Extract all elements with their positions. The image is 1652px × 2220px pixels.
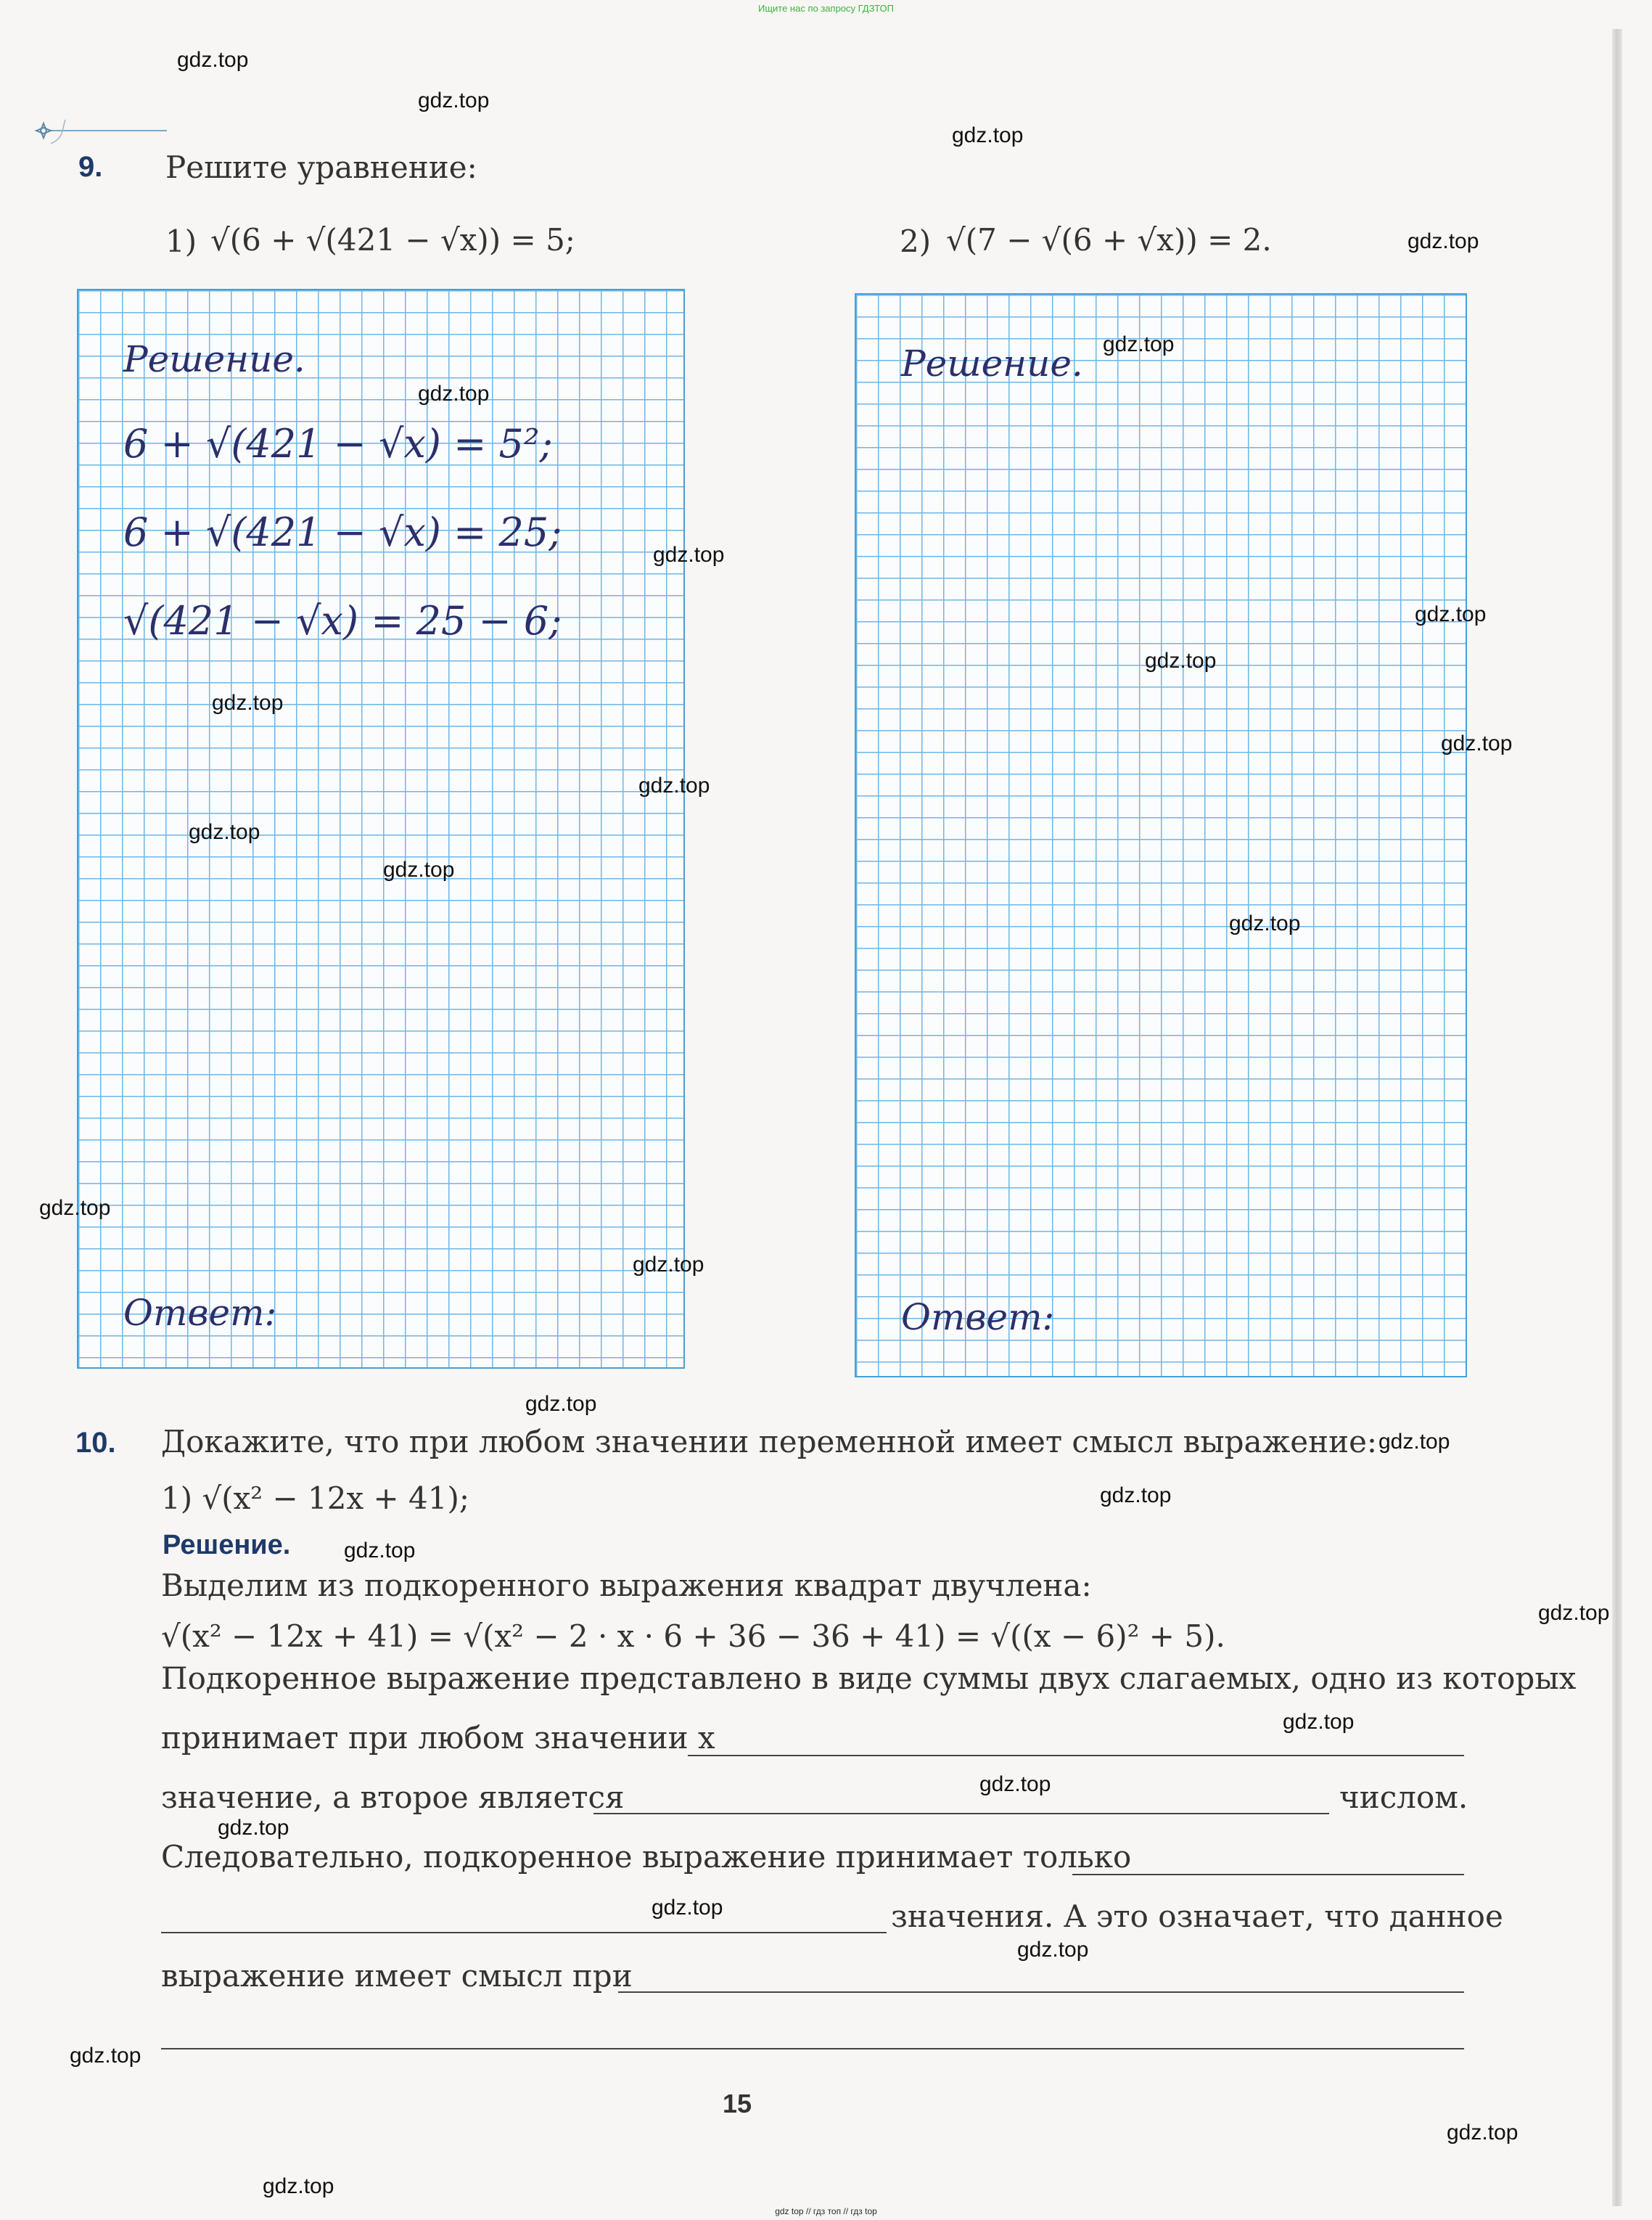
page-edge-shadow	[1612, 29, 1622, 2206]
task-10-line-6: значения. А это означает, что данное	[891, 1899, 1503, 1934]
task-10-line-7: выражение имеет смысл при	[161, 1958, 633, 1994]
task-9-prompt: Решите уравнение:	[165, 149, 477, 185]
task-10-line-1: Выделим из подкоренного выражения квадрат двучлена:	[161, 1568, 1092, 1603]
fill-line-2[interactable]	[593, 1813, 1329, 1814]
watermark: gdz.top	[525, 1392, 597, 1416]
task-10-line-4b: числом.	[1339, 1779, 1468, 1815]
bottom-link[interactable]: gdz top // гдз топ // гдз top	[775, 2206, 877, 2216]
fill-line-6[interactable]	[161, 2048, 1464, 2049]
watermark: gdz.top	[418, 89, 490, 112]
watermark: gdz.top	[383, 858, 455, 882]
watermark: gdz.top	[212, 691, 284, 715]
task-10-number: 10.	[75, 1427, 116, 1459]
fill-line-4[interactable]	[161, 1932, 887, 1933]
task-10-prompt: Докажите, что при любом значении переменной имеет смысл выражение:	[161, 1424, 1378, 1459]
header-ornament	[22, 116, 167, 145]
watermark: gdz.top	[633, 1253, 704, 1277]
watermark: gdz.top	[344, 1539, 416, 1562]
watermark: gdz.top	[418, 382, 490, 406]
watermark: gdz.top	[1441, 732, 1513, 755]
task-9-eq1-label: 1)	[165, 224, 197, 259]
task-10-solution-heading: Решение.	[163, 1530, 291, 1560]
left-answer-label: Ответ:	[123, 1292, 277, 1334]
task-10-formula: √(x² − 12x + 41) = √(x² − 2 · x · 6 + 36 − 36 + 41) = √((x − 6)² + 5).	[161, 1618, 1225, 1654]
task-9-eq2-label: 2)	[900, 224, 932, 259]
task-9-equation-1: √(6 + √(421 − √x)) = 5;	[210, 222, 575, 258]
right-answer-grid[interactable]	[855, 293, 1467, 1377]
fill-line-1[interactable]	[688, 1755, 1464, 1756]
watermark: gdz.top	[70, 2044, 141, 2068]
watermark: gdz.top	[1408, 229, 1479, 253]
watermark: gdz.top	[1447, 2121, 1519, 2145]
watermark: gdz.top	[1145, 649, 1217, 673]
watermark: gdz.top	[1538, 1601, 1610, 1625]
watermark: gdz.top	[39, 1196, 111, 1220]
left-solution-line-1: 6 + √(421 − √x) = 5²;	[123, 421, 553, 467]
watermark: gdz.top	[177, 48, 249, 72]
watermark: gdz.top	[1017, 1938, 1089, 1962]
task-10-line-2: Подкоренное выражение представлено в виде суммы двух слагаемых, одно из которых	[161, 1660, 1577, 1696]
watermark: gdz.top	[1378, 1430, 1450, 1454]
watermark: gdz.top	[1103, 332, 1175, 356]
watermark: gdz.top	[952, 123, 1024, 147]
watermark: gdz.top	[652, 1896, 723, 1920]
left-answer-grid[interactable]	[77, 289, 685, 1369]
task-9-number: 9.	[78, 151, 103, 183]
task-9-equation-2: √(7 − √(6 + √x)) = 2.	[946, 222, 1272, 258]
watermark: gdz.top	[1100, 1483, 1172, 1507]
task-10-line-4a: значение, а второе является	[161, 1779, 625, 1815]
watermark: gdz.top	[1415, 602, 1487, 626]
right-solution-heading: Решение.	[901, 343, 1083, 385]
watermark: gdz.top	[653, 543, 725, 567]
watermark: gdz.top	[979, 1772, 1051, 1796]
watermark: gdz.top	[1283, 1710, 1355, 1734]
watermark: gdz.top	[218, 1816, 289, 1840]
left-solution-line-2: 6 + √(421 − √x) = 25;	[123, 509, 562, 555]
top-search-hint[interactable]: Ищите нас по запросу ГДЗТОП	[757, 3, 894, 14]
task-10-sub-1: 1) √(x² − 12x + 41);	[161, 1480, 470, 1516]
task-10-line-3: принимает при любом значении x	[161, 1720, 715, 1756]
watermark: gdz.top	[1229, 912, 1301, 935]
watermark: gdz.top	[638, 774, 710, 798]
left-solution-heading: Решение.	[123, 338, 305, 380]
task-10-line-5: Следовательно, подкоренное выражение принимает только	[161, 1839, 1132, 1875]
watermark: gdz.top	[263, 2174, 334, 2198]
page-number: 15	[723, 2089, 752, 2118]
left-solution-line-3: √(421 − √x) = 25 − 6;	[123, 598, 562, 644]
fill-line-5[interactable]	[618, 1991, 1464, 1993]
right-answer-label: Ответ:	[901, 1296, 1055, 1338]
watermark: gdz.top	[189, 820, 260, 844]
fill-line-3[interactable]	[1072, 1874, 1464, 1875]
